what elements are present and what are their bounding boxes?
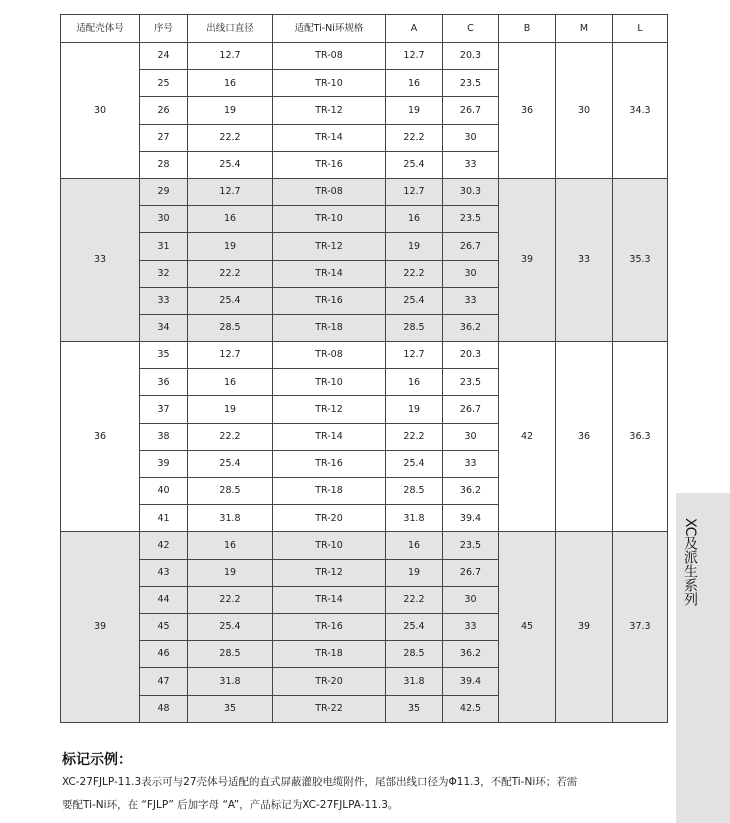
note-line-2: 要配Ti-Ni环，在 “FJLP” 后加字母 “A”，产品标记为XC-27FJLPA-11.3。 — [62, 799, 399, 811]
cell-c: 30 — [443, 124, 499, 151]
cell-c: 33 — [443, 151, 499, 178]
cell-ring-spec: TR-14 — [273, 260, 386, 287]
cell-a: 19 — [386, 233, 443, 260]
cell-seq: 31 — [140, 233, 188, 260]
header-a: A — [386, 15, 443, 43]
cell-ring-spec: TR-10 — [273, 369, 386, 396]
cell-c: 23.5 — [443, 70, 499, 97]
cell-a: 16 — [386, 206, 443, 233]
cell-c: 33 — [443, 450, 499, 477]
cell-c: 30 — [443, 260, 499, 287]
cell-ring-spec: TR-18 — [273, 314, 386, 341]
cell-a: 25.4 — [386, 151, 443, 178]
cell-shell: 30 — [61, 43, 140, 179]
cell-outlet-diameter: 25.4 — [188, 151, 273, 178]
cell-b: 42 — [499, 342, 556, 532]
header-c: C — [443, 15, 499, 43]
cell-l: 37.3 — [613, 532, 668, 722]
table-row — [61, 178, 668, 205]
cell-seq: 44 — [140, 586, 188, 613]
cell-ring-spec: TR-20 — [273, 505, 386, 532]
cell-m: 30 — [556, 43, 613, 179]
cell-c: 23.5 — [443, 369, 499, 396]
cell-outlet-diameter: 22.2 — [188, 260, 273, 287]
cell-seq: 34 — [140, 314, 188, 341]
header-b: B — [499, 15, 556, 43]
cell-seq: 38 — [140, 423, 188, 450]
cell-ring-spec: TR-12 — [273, 396, 386, 423]
cell-seq: 25 — [140, 70, 188, 97]
note-line-1: XC-27FJLP-11.3表示可与27壳体号适配的直式屏蔽灌胶电缆附件，尾部出线口径为Φ11.3，不配Ti-Ni环；若需 — [62, 776, 578, 788]
header-row — [61, 15, 668, 43]
cell-a: 28.5 — [386, 478, 443, 505]
spec-table-body — [61, 43, 668, 723]
table-row — [61, 342, 668, 369]
table-row — [61, 532, 668, 559]
cell-l: 36.3 — [613, 342, 668, 532]
cell-outlet-diameter: 31.8 — [188, 668, 273, 695]
cell-c: 23.5 — [443, 206, 499, 233]
cell-c: 30 — [443, 586, 499, 613]
cell-a: 12.7 — [386, 178, 443, 205]
cell-c: 36.2 — [443, 641, 499, 668]
cell-a: 19 — [386, 396, 443, 423]
cell-c: 23.5 — [443, 532, 499, 559]
cell-c: 26.7 — [443, 396, 499, 423]
cell-outlet-diameter: 19 — [188, 97, 273, 124]
cell-outlet-diameter: 12.7 — [188, 43, 273, 70]
cell-ring-spec: TR-08 — [273, 178, 386, 205]
note-title: 标记示例： — [62, 752, 132, 768]
cell-seq: 42 — [140, 532, 188, 559]
cell-c: 33 — [443, 287, 499, 314]
cell-seq: 37 — [140, 396, 188, 423]
cell-seq: 29 — [140, 178, 188, 205]
cell-a: 28.5 — [386, 641, 443, 668]
header-m: M — [556, 15, 613, 43]
cell-ring-spec: TR-14 — [273, 124, 386, 151]
cell-outlet-diameter: 28.5 — [188, 641, 273, 668]
cell-outlet-diameter: 25.4 — [188, 613, 273, 640]
cell-l: 35.3 — [613, 178, 668, 341]
cell-outlet-diameter: 31.8 — [188, 505, 273, 532]
series-title: XC及派生系列 — [682, 517, 698, 607]
cell-outlet-diameter: 12.7 — [188, 342, 273, 369]
table-row — [61, 43, 668, 70]
cell-ring-spec: TR-16 — [273, 287, 386, 314]
cell-seq: 46 — [140, 641, 188, 668]
cell-ring-spec: TR-08 — [273, 43, 386, 70]
cell-a: 31.8 — [386, 668, 443, 695]
cell-outlet-diameter: 19 — [188, 559, 273, 586]
cell-seq: 35 — [140, 342, 188, 369]
cell-ring-spec: TR-16 — [273, 613, 386, 640]
cell-a: 22.2 — [386, 124, 443, 151]
cell-seq: 27 — [140, 124, 188, 151]
cell-c: 33 — [443, 613, 499, 640]
cell-ring-spec: TR-20 — [273, 668, 386, 695]
header-shell: 适配壳体号 — [61, 15, 140, 43]
cell-c: 36.2 — [443, 478, 499, 505]
cell-ring-spec: TR-10 — [273, 70, 386, 97]
cell-m: 33 — [556, 178, 613, 341]
cell-shell: 33 — [61, 178, 140, 341]
cell-a: 16 — [386, 532, 443, 559]
cell-outlet-diameter: 25.4 — [188, 287, 273, 314]
cell-ring-spec: TR-12 — [273, 559, 386, 586]
cell-a: 12.7 — [386, 342, 443, 369]
cell-a: 22.2 — [386, 423, 443, 450]
cell-a: 31.8 — [386, 505, 443, 532]
cell-c: 39.4 — [443, 668, 499, 695]
cell-a: 25.4 — [386, 613, 443, 640]
cell-ring-spec: TR-10 — [273, 206, 386, 233]
cell-outlet-diameter: 12.7 — [188, 178, 273, 205]
cell-b: 45 — [499, 532, 556, 722]
cell-outlet-diameter: 16 — [188, 532, 273, 559]
cell-seq: 30 — [140, 206, 188, 233]
header-outlet-diameter: 出线口直径 — [188, 15, 273, 43]
cell-seq: 40 — [140, 478, 188, 505]
cell-ring-spec: TR-16 — [273, 450, 386, 477]
cell-shell: 39 — [61, 532, 140, 722]
cell-a: 16 — [386, 70, 443, 97]
cell-outlet-diameter: 25.4 — [188, 450, 273, 477]
cell-shell: 36 — [61, 342, 140, 532]
cell-ring-spec: TR-12 — [273, 97, 386, 124]
cell-c: 42.5 — [443, 695, 499, 722]
cell-seq: 33 — [140, 287, 188, 314]
cell-a: 12.7 — [386, 43, 443, 70]
cell-a: 35 — [386, 695, 443, 722]
cell-ring-spec: TR-14 — [273, 586, 386, 613]
cell-m: 39 — [556, 532, 613, 722]
cell-outlet-diameter: 28.5 — [188, 478, 273, 505]
cell-outlet-diameter: 35 — [188, 695, 273, 722]
header-l: L — [613, 15, 668, 43]
cell-a: 25.4 — [386, 287, 443, 314]
spec-table — [60, 14, 668, 723]
cell-l: 34.3 — [613, 43, 668, 179]
cell-outlet-diameter: 16 — [188, 206, 273, 233]
cell-b: 36 — [499, 43, 556, 179]
cell-c: 20.3 — [443, 43, 499, 70]
cell-a: 25.4 — [386, 450, 443, 477]
cell-outlet-diameter: 16 — [188, 70, 273, 97]
cell-ring-spec: TR-18 — [273, 641, 386, 668]
cell-c: 30.3 — [443, 178, 499, 205]
cell-c: 26.7 — [443, 559, 499, 586]
cell-ring-spec: TR-08 — [273, 342, 386, 369]
cell-seq: 24 — [140, 43, 188, 70]
cell-ring-spec: TR-22 — [273, 695, 386, 722]
cell-c: 39.4 — [443, 505, 499, 532]
cell-outlet-diameter: 16 — [188, 369, 273, 396]
cell-seq: 39 — [140, 450, 188, 477]
cell-seq: 26 — [140, 97, 188, 124]
cell-seq: 45 — [140, 613, 188, 640]
cell-seq: 48 — [140, 695, 188, 722]
cell-ring-spec: TR-18 — [273, 478, 386, 505]
cell-c: 26.7 — [443, 233, 499, 260]
cell-outlet-diameter: 22.2 — [188, 423, 273, 450]
cell-outlet-diameter: 22.2 — [188, 124, 273, 151]
cell-outlet-diameter: 19 — [188, 233, 273, 260]
cell-a: 22.2 — [386, 586, 443, 613]
cell-seq: 32 — [140, 260, 188, 287]
cell-seq: 36 — [140, 369, 188, 396]
cell-a: 16 — [386, 369, 443, 396]
cell-a: 19 — [386, 559, 443, 586]
cell-a: 22.2 — [386, 260, 443, 287]
cell-ring-spec: TR-14 — [273, 423, 386, 450]
cell-seq: 47 — [140, 668, 188, 695]
cell-m: 36 — [556, 342, 613, 532]
cell-c: 36.2 — [443, 314, 499, 341]
cell-seq: 28 — [140, 151, 188, 178]
cell-c: 20.3 — [443, 342, 499, 369]
cell-seq: 43 — [140, 559, 188, 586]
header-seq: 序号 — [140, 15, 188, 43]
cell-c: 26.7 — [443, 97, 499, 124]
cell-outlet-diameter: 22.2 — [188, 586, 273, 613]
cell-a: 28.5 — [386, 314, 443, 341]
cell-ring-spec: TR-12 — [273, 233, 386, 260]
cell-ring-spec: TR-16 — [273, 151, 386, 178]
cell-seq: 41 — [140, 505, 188, 532]
cell-c: 30 — [443, 423, 499, 450]
cell-a: 19 — [386, 97, 443, 124]
cell-ring-spec: TR-10 — [273, 532, 386, 559]
cell-outlet-diameter: 19 — [188, 396, 273, 423]
header-ring-spec: 适配Ti-Ni环规格 — [273, 15, 386, 43]
cell-b: 39 — [499, 178, 556, 341]
cell-outlet-diameter: 28.5 — [188, 314, 273, 341]
